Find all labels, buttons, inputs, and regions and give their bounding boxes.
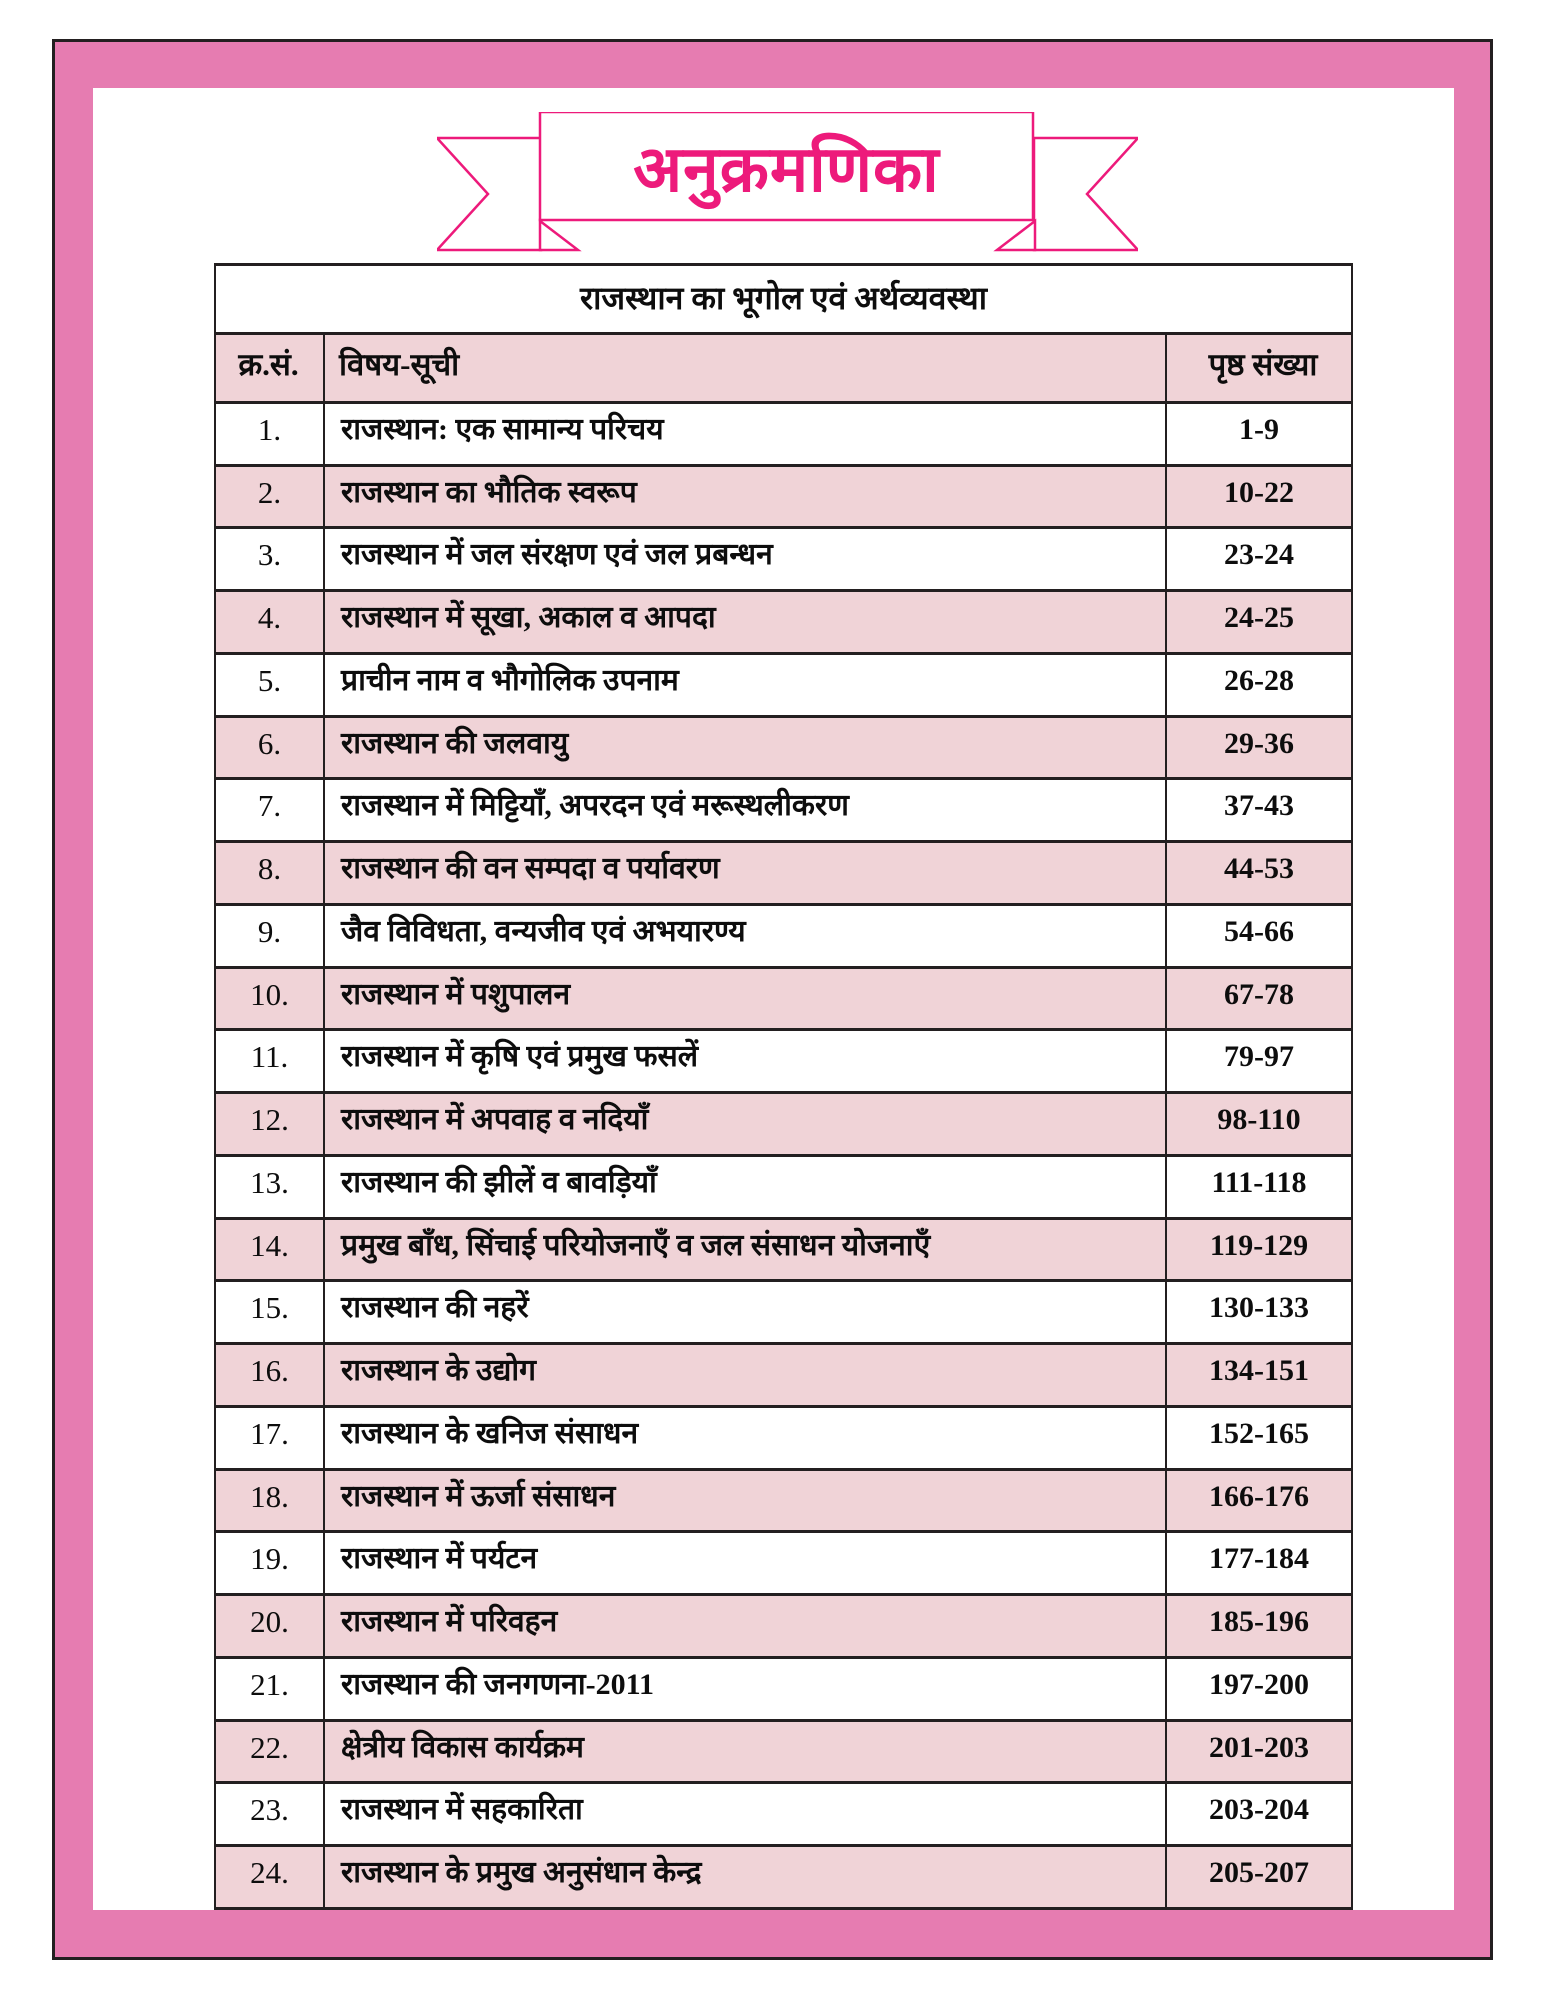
table-row	[215, 967, 1352, 1030]
row-serial-number: 3.	[215, 528, 324, 591]
row-subject: राजस्थान का भौतिक स्वरूप	[324, 465, 1166, 528]
table-row	[215, 1218, 1352, 1281]
row-serial-number: 10.	[215, 967, 324, 1030]
table-row	[215, 1657, 1352, 1720]
row-serial-number: 7.	[215, 779, 324, 842]
row-subject: जैव विविधता, वन्यजीव एवं अभयारण्य	[324, 904, 1166, 967]
ribbon-right-tail	[1034, 138, 1138, 250]
table-row	[215, 1846, 1352, 1909]
row-serial-number: 12.	[215, 1093, 324, 1156]
row-page-range: 201-203	[1166, 1720, 1352, 1783]
ribbon-right-fold	[997, 221, 1035, 250]
row-page-range: 24-25	[1166, 591, 1352, 654]
row-subject: प्रमुख बाँध, सिंचाई परियोजनाएँ व जल संसाधन योजनाएँ	[324, 1218, 1166, 1281]
ribbon-left-fold	[540, 221, 578, 250]
row-serial-number: 14.	[215, 1218, 324, 1281]
row-subject: राजस्थान की वन सम्पदा व पर्यावरण	[324, 842, 1166, 905]
table-header-row	[215, 334, 1352, 403]
row-page-range: 130-133	[1166, 1281, 1352, 1344]
table-row	[215, 1281, 1352, 1344]
row-serial-number: 9.	[215, 904, 324, 967]
row-serial-number: 13.	[215, 1155, 324, 1218]
row-page-range: 205-207	[1166, 1846, 1352, 1909]
row-subject: प्राचीन नाम व भौगोलिक उपनाम	[324, 653, 1166, 716]
table-row	[215, 591, 1352, 654]
row-subject: राजस्थान में जल संरक्षण एवं जल प्रबन्धन	[324, 528, 1166, 591]
ribbon-left-tail	[437, 138, 541, 250]
row-page-range: 1-9	[1166, 402, 1352, 465]
column-header-serial: क्र.सं.	[215, 334, 324, 403]
row-subject: राजस्थान में कृषि एवं प्रमुख फसलें	[324, 1030, 1166, 1093]
table-row	[215, 1344, 1352, 1407]
table-row	[215, 1155, 1352, 1218]
row-serial-number: 5.	[215, 653, 324, 716]
table-row	[215, 1532, 1352, 1595]
row-page-range: 98-110	[1166, 1093, 1352, 1156]
row-subject: राजस्थान की नहरें	[324, 1281, 1166, 1344]
row-serial-number: 17.	[215, 1406, 324, 1469]
table-row	[215, 1720, 1352, 1783]
row-page-range: 203-204	[1166, 1783, 1352, 1846]
row-serial-number: 19.	[215, 1532, 324, 1595]
table-row	[215, 779, 1352, 842]
row-page-range: 67-78	[1166, 967, 1352, 1030]
row-serial-number: 4.	[215, 591, 324, 654]
row-page-range: 185-196	[1166, 1595, 1352, 1658]
row-subject: राजस्थान के उद्योग	[324, 1344, 1166, 1407]
row-subject: राजस्थान की जलवायु	[324, 716, 1166, 779]
row-subject: राजस्थान में पशुपालन	[324, 967, 1166, 1030]
column-header-subject: विषय-सूची	[324, 334, 1166, 403]
table-row	[215, 1469, 1352, 1532]
row-page-range: 23-24	[1166, 528, 1352, 591]
table-row	[215, 465, 1352, 528]
row-page-range: 119-129	[1166, 1218, 1352, 1281]
table-title-row	[215, 265, 1352, 334]
row-serial-number: 21.	[215, 1657, 324, 1720]
row-page-range: 29-36	[1166, 716, 1352, 779]
row-page-range: 79-97	[1166, 1030, 1352, 1093]
row-page-range: 197-200	[1166, 1657, 1352, 1720]
row-serial-number: 2.	[215, 465, 324, 528]
row-subject: राजस्थान में ऊर्जा संसाधन	[324, 1469, 1166, 1532]
row-serial-number: 15.	[215, 1281, 324, 1344]
table-row	[215, 1030, 1352, 1093]
row-page-range: 26-28	[1166, 653, 1352, 716]
table-row	[215, 528, 1352, 591]
table-row	[215, 1595, 1352, 1658]
row-subject: राजस्थान में सहकारिता	[324, 1783, 1166, 1846]
row-subject: राजस्थान में पर्यटन	[324, 1532, 1166, 1595]
row-subject: राजस्थान के खनिज संसाधन	[324, 1406, 1166, 1469]
row-subject: राजस्थान की जनगणना-2011	[324, 1657, 1166, 1720]
row-page-range: 166-176	[1166, 1469, 1352, 1532]
row-serial-number: 16.	[215, 1344, 324, 1407]
row-subject: राजस्थान में अपवाह व नदियाँ	[324, 1093, 1166, 1156]
table-row	[215, 904, 1352, 967]
row-page-range: 10-22	[1166, 465, 1352, 528]
row-serial-number: 11.	[215, 1030, 324, 1093]
table-row	[215, 1783, 1352, 1846]
table-row	[215, 653, 1352, 716]
row-subject: राजस्थान में सूखा, अकाल व आपदा	[324, 591, 1166, 654]
table-row	[215, 1406, 1352, 1469]
row-subject: क्षेत्रीय विकास कार्यक्रम	[324, 1720, 1166, 1783]
table-row	[215, 1093, 1352, 1156]
row-serial-number: 6.	[215, 716, 324, 779]
column-header-pages: पृष्ठ संख्या	[1166, 334, 1352, 403]
row-serial-number: 1.	[215, 402, 324, 465]
row-page-range: 111-118	[1166, 1155, 1352, 1218]
row-serial-number: 18.	[215, 1469, 324, 1532]
row-serial-number: 22.	[215, 1720, 324, 1783]
page-title: अनुक्रमणिका	[633, 133, 940, 205]
table-row	[215, 842, 1352, 905]
row-page-range: 152-165	[1166, 1406, 1352, 1469]
row-page-range: 177-184	[1166, 1532, 1352, 1595]
table-row	[215, 716, 1352, 779]
row-serial-number: 24.	[215, 1846, 324, 1909]
row-serial-number: 8.	[215, 842, 324, 905]
row-subject: राजस्थान के प्रमुख अनुसंधान केन्द्र	[324, 1846, 1166, 1909]
table-row	[215, 402, 1352, 465]
row-page-range: 54-66	[1166, 904, 1352, 967]
row-page-range: 134-151	[1166, 1344, 1352, 1407]
toc-table-body	[215, 265, 1352, 1909]
table-title: राजस्थान का भूगोल एवं अर्थव्यवस्था	[215, 265, 1352, 334]
row-serial-number: 23.	[215, 1783, 324, 1846]
row-page-range: 37-43	[1166, 779, 1352, 842]
row-subject: राजस्थान: एक सामान्य परिचय	[324, 402, 1166, 465]
row-serial-number: 20.	[215, 1595, 324, 1658]
row-subject: राजस्थान में परिवहन	[324, 1595, 1166, 1658]
row-subject: राजस्थान में मिट्टियाँ, अपरदन एवं मरूस्थलीकरण	[324, 779, 1166, 842]
toc-table	[214, 263, 1353, 1910]
row-subject: राजस्थान की झीलें व बावड़ियाँ	[324, 1155, 1166, 1218]
row-page-range: 44-53	[1166, 842, 1352, 905]
